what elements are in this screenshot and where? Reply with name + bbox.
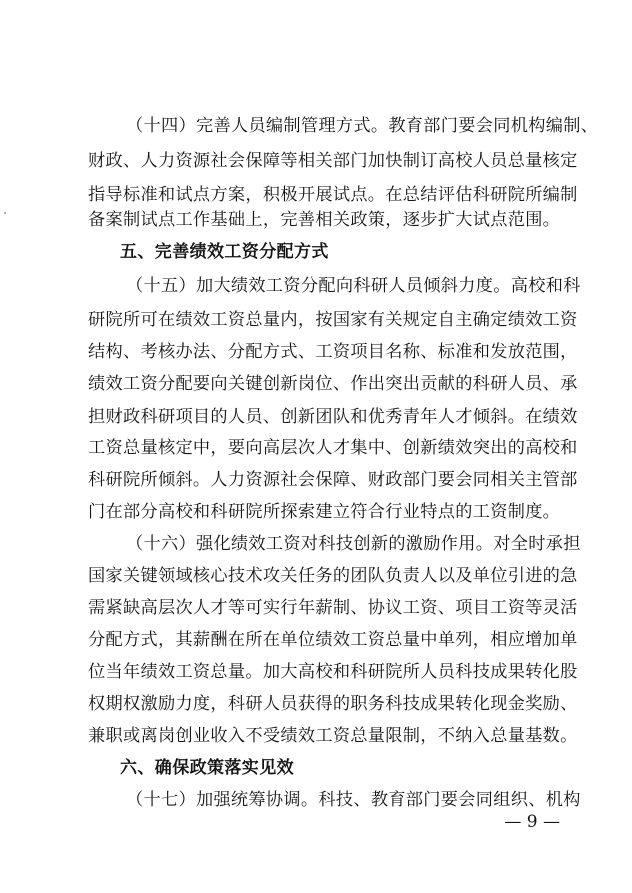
paragraph-15-line-5: 担财政科研项目的人员、创新团队和优秀青年人才倾斜。在绩效 — [88, 407, 578, 427]
page-number: — 9 — — [504, 812, 560, 832]
paragraph-16-line-4: 分配方式，其薪酬在所在单位绩效工资总量中单列，相应增加单 — [88, 630, 578, 650]
section-heading-5: 五、完善绩效工资分配方式 — [120, 242, 329, 262]
section-heading-6: 六、确保政策落实见效 — [120, 758, 294, 778]
paragraph-15-line-4: 绩效工资分配要向关键创新岗位、作出突出贡献的科研人员、承 — [88, 374, 578, 394]
paragraph-16-line-5: 位当年绩效工资总量。加大高校和科研院所人员科技成果转化股 — [88, 662, 578, 682]
paragraph-16-line-1: （十六）强化绩效工资对科技创新的激励作用。对全时承担 — [126, 534, 581, 554]
paragraph-16-line-3: 需紧缺高层次人才等可实行年薪制、协议工资、项目工资等灵活 — [88, 598, 578, 618]
paragraph-14-line-2: 财政、人力资源社会保障等相关部门加快制订高校人员总量核定 — [88, 151, 578, 171]
paragraph-14-line-3: 指导标准和试点方案，积极开展试点。在总结评估科研院所编制 — [88, 185, 578, 205]
scan-mark — [4, 212, 6, 214]
paragraph-15-line-6: 工资总量核定中，要向高层次人才集中、创新绩效突出的高校和 — [88, 438, 578, 458]
paragraph-14-line-1: （十四）完善人员编制管理方式。教育部门要会同机构编制、 — [126, 116, 599, 136]
paragraph-15-line-7: 科研院所倾斜。人力资源社会保障、财政部门要会同相关主管部 — [88, 470, 578, 490]
paragraph-16-line-6: 权期权激励力度，科研人员获得的职务科技成果转化现金奖励、 — [88, 694, 578, 714]
paragraph-15-line-3: 结构、考核办法、分配方式、工资项目名称、标准和发放范围， — [88, 342, 578, 362]
paragraph-17-line-1: （十七）加强统筹协调。科技、教育部门要会同组织、机构 — [126, 790, 581, 810]
paragraph-15-line-1: （十五）加大绩效工资分配向科研人员倾斜力度。高校和科 — [126, 276, 581, 296]
paragraph-16-line-7: 兼职或离岗创业收入不受绩效工资总量限制，不纳入总量基数。 — [88, 726, 578, 746]
paragraph-15-line-2: 研院所可在绩效工资总量内，按国家有关规定自主确定绩效工资 — [88, 310, 578, 330]
paragraph-16-line-2: 国家关键领域核心技术攻关任务的团队负责人以及单位引进的急 — [88, 566, 578, 586]
paragraph-15-line-8: 门在部分高校和科研院所探索建立符合行业特点的工资制度。 — [88, 502, 561, 522]
paragraph-14-line-4: 备案制试点工作基础上，完善相关政策，逐步扩大试点范围。 — [88, 210, 561, 230]
